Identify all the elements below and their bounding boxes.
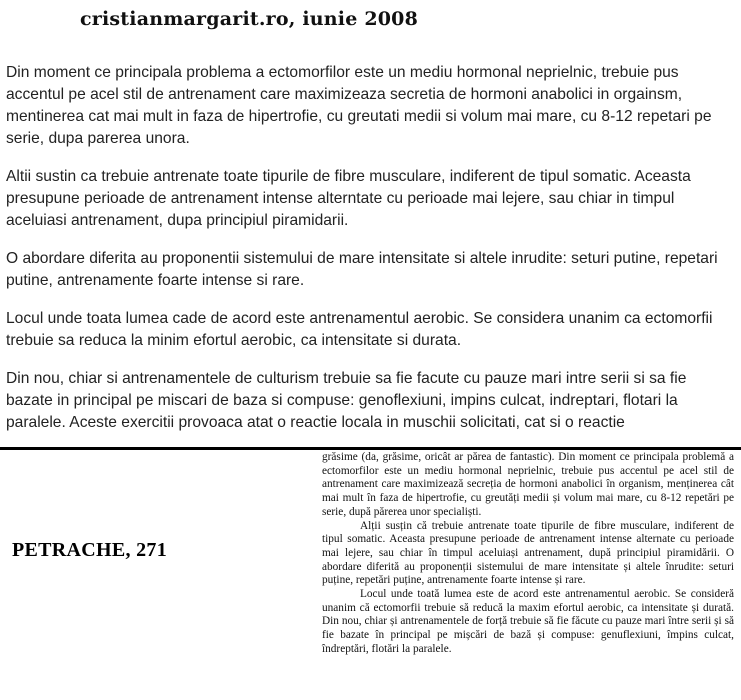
web-paragraph-4: Locul unde toata lumea cade de acord este antrenamentul aerobic. Se considera unanim ca ectomorfii trebuie sa reduca la minim efortul aerobic, ca intensitate si durata. [6, 310, 713, 349]
section-divider [0, 447, 741, 450]
book-paragraph-3: Locul unde toată lumea este de acord este antrenamentul aerobic. Se consideră unanim că ectomorfii trebuie să reducă la maxim efortul aerobic, ca intensitate și durată. Din nou, chiar și antrenamentele de forță trebuie să fie făcute cu pauze mari între serii și să fie bazate în principal pe mișcări de bază și compuse: genuflexiuni, împins culcat, îndreptări, flotări la paralele. [322, 588, 734, 655]
book-paragraph-1: grăsime (da, grăsime, oricât ar părea de fantastic). Din moment ce principala problemă a ectomorfilor este un mediu hormonal neprielnic, trebuie pus accentul pe acel stil de antrenament care maximizează secreția de hormoni anabolici în organism, menținerea cât mai mult în faza de hipertrofie, cu greutăți medii și volum mai mare, cu 8-12 repetări pe serie, după părerea unor specialiști. [322, 451, 734, 518]
web-paragraph-1: Din moment ce principala problema a ectomorfilor este un mediu hormonal neprielnic, trebuie pus accentul pe acel stil de antrenament care maximizeaza secretia de hormoni anabolici in orgainsm, mentinerea cat mai mult in faza de hipertrofie, cu greutati medii si volum mai mare, cu 8-12 repetari pe serie, dupa parerea unora. [6, 64, 712, 147]
page-title: cristianmargarit.ro, iunie 2008 [80, 8, 419, 30]
web-paragraph-5: Din nou, chiar si antrenamentele de culturism trebuie sa fie facute cu pauze mari intre serii si sa fie bazate in principal pe miscari de baza si compuse: genoflexiuni, impins culcat, indreptari, flotari la paralele. Aceste exercitii provoaca atat o reactie locala in muschii solicitati, cat si o reactie [6, 370, 687, 431]
web-paragraph-2: Altii sustin ca trebuie antrenate toate tipurile de fibre musculare, indiferent de tipul somatic. Aceasta presupune perioade de antrenament intense alterntate cu perioade mai lejere, sau chiar in timpul aceluiasi antrenament, dupa principiul piramidarii. [6, 168, 691, 229]
source-label: PETRACHE, 271 [12, 539, 168, 561]
book-excerpt [322, 451, 734, 657]
book-paragraph-2: Alții susțin că trebuie antrenate toate tipurile de fibre musculare, indiferent de tipul somatic. Aceasta presupune perioade de antrenament intense alternate cu perioade mai lejere, sau chiar în timpul aceluiași antrenament, după principiul piramidării. O abordare diferită au proponenții sistemului de mare intensitate și altele înrudite: seturi puține, repetări puține, antrenamente foarte intense și rare. [322, 519, 734, 587]
web-article [6, 62, 728, 450]
web-paragraph-3: O abordare diferita au proponentii sistemului de mare intensitate si altele inrudite: seturi putine, repetari putine, antrenamente foarte intense si rare. [6, 250, 718, 289]
